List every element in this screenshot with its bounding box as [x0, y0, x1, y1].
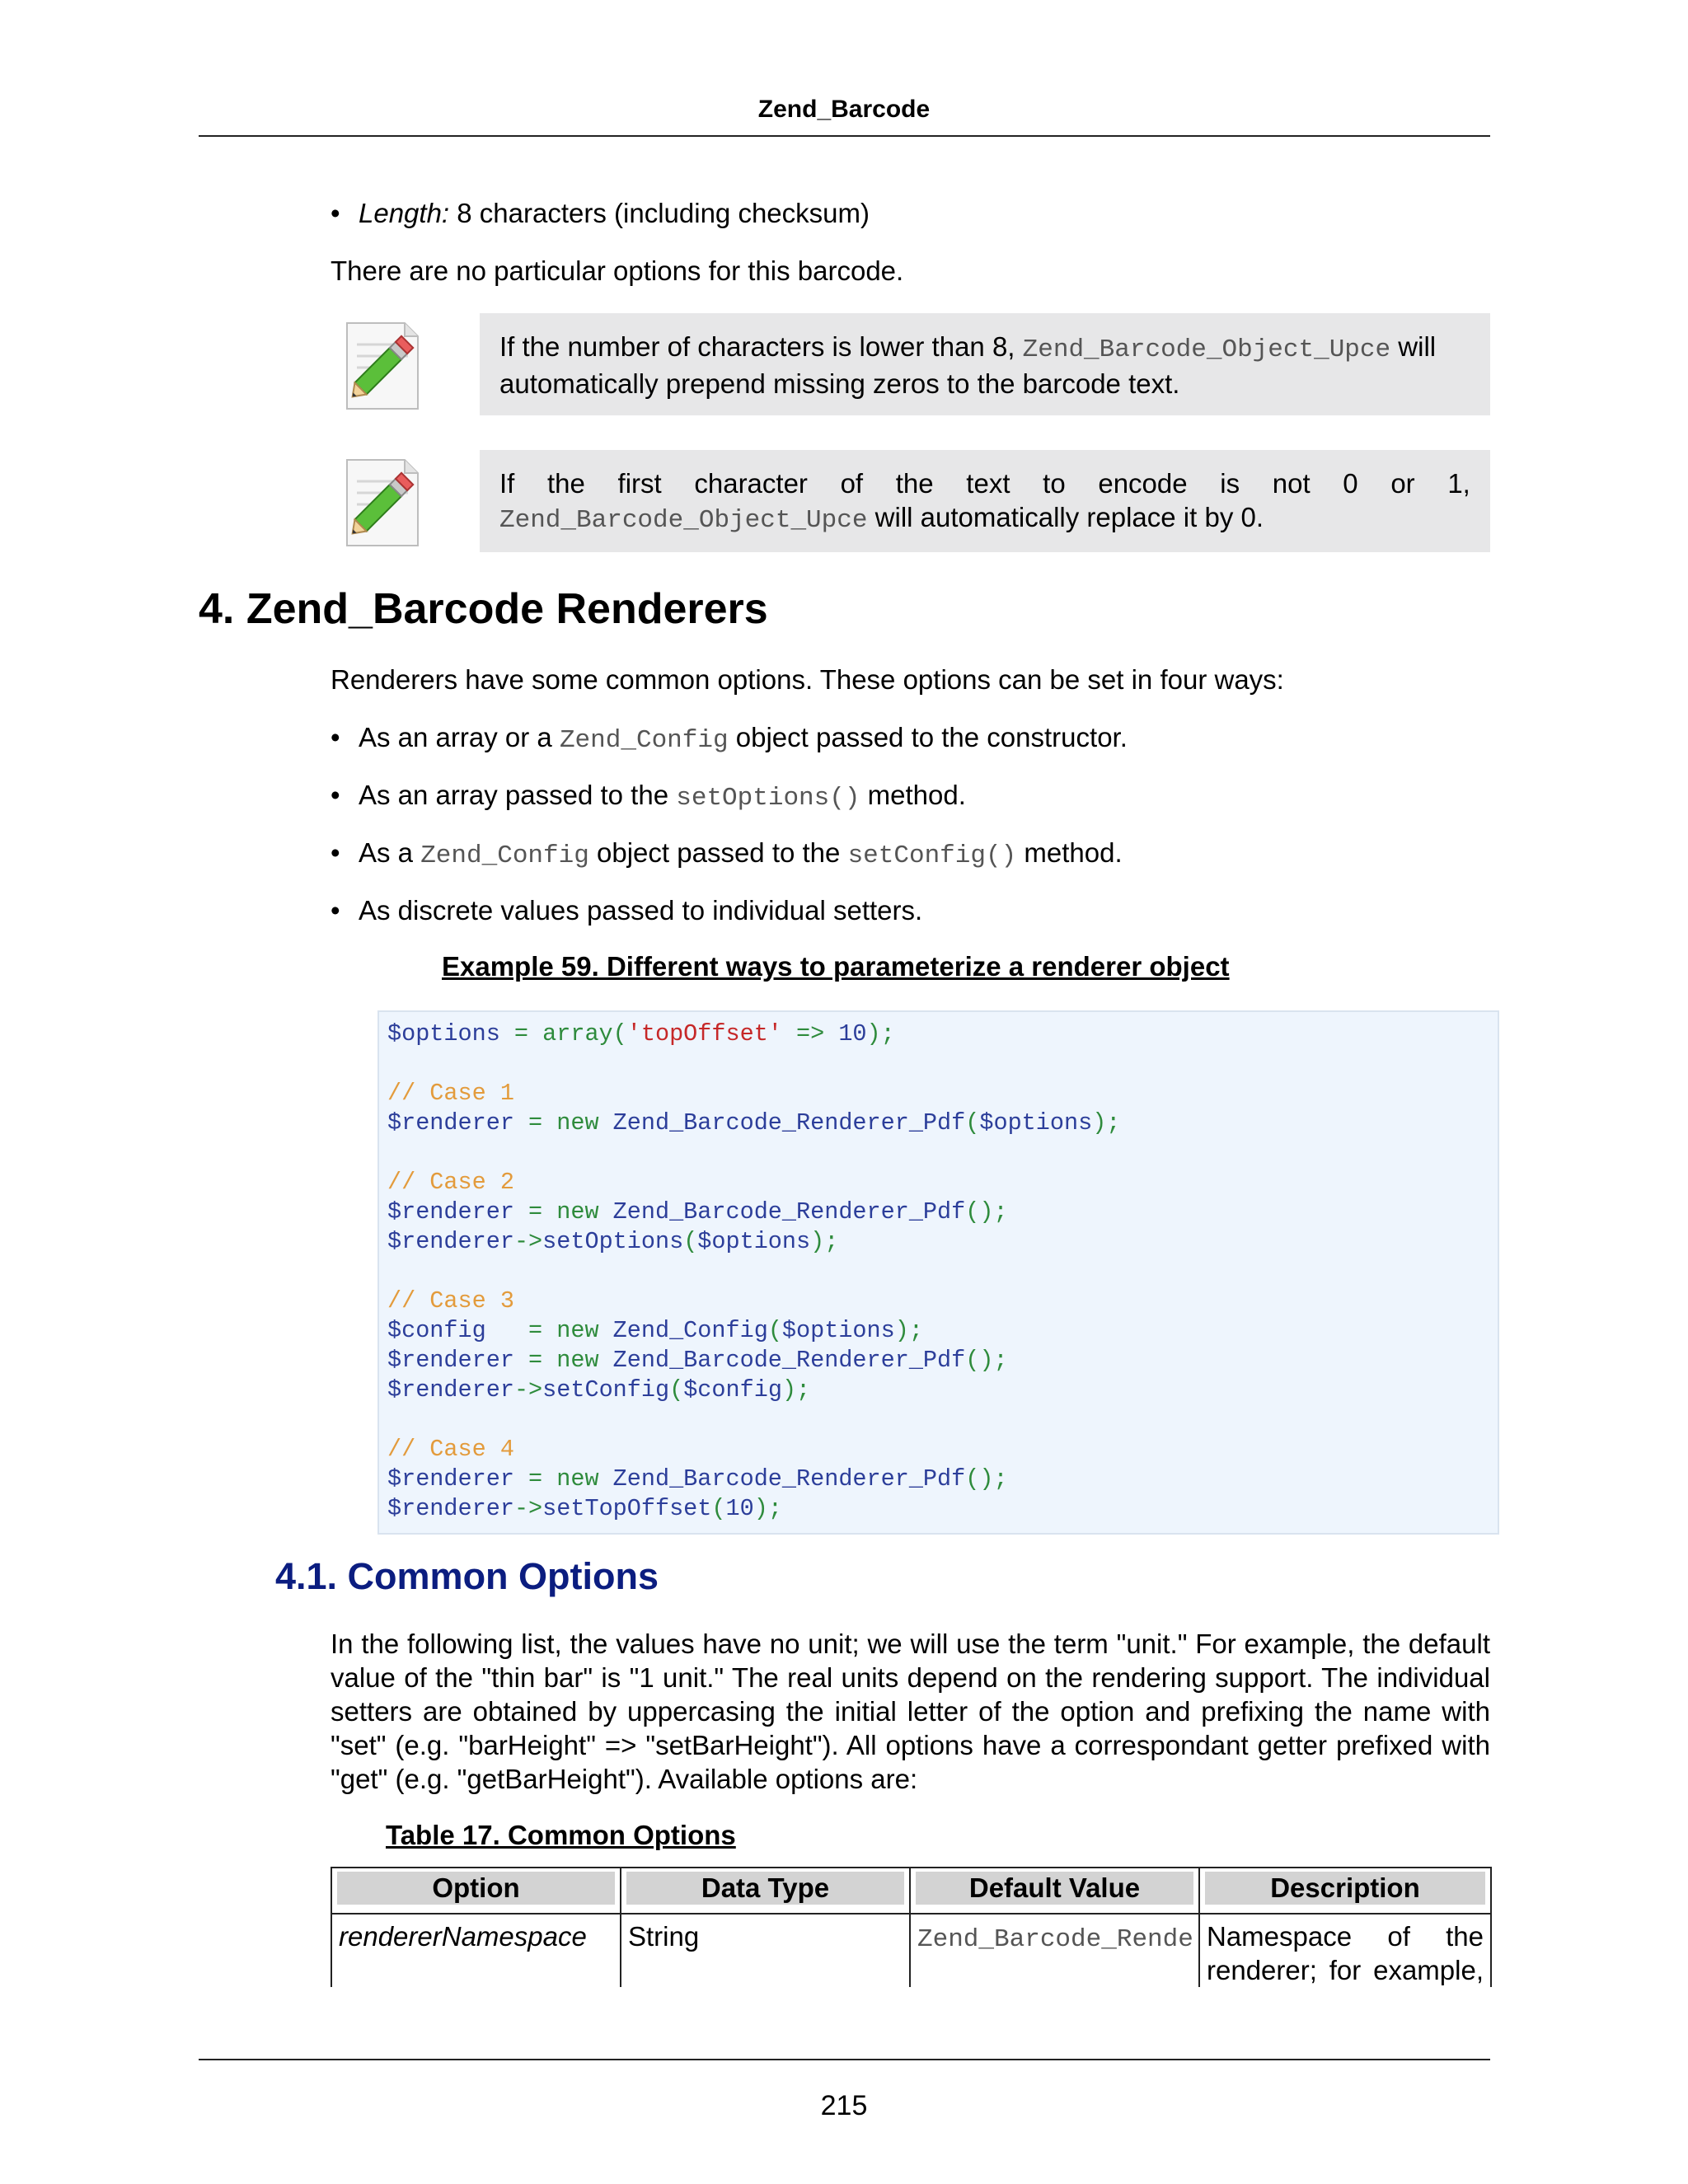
token: (	[711, 1495, 726, 1522]
paragraph-line: "set" (e.g. "barHeight" => "setBarHeight"). All options have a correspondant getter prefixed with	[331, 1730, 1490, 1760]
column-header-data-type	[621, 1868, 910, 1914]
token: Zend_Barcode_Renderer_Pdf	[612, 1198, 966, 1226]
section-heading: 4. Zend_Barcode Renderers	[199, 585, 768, 633]
code-blank-line	[387, 1405, 1489, 1435]
word: the	[547, 468, 585, 499]
token: array	[542, 1020, 613, 1047]
code-line	[387, 1376, 1489, 1405]
common-options-table	[331, 1867, 1492, 1987]
token: =	[513, 1347, 557, 1374]
token: =	[513, 1465, 557, 1493]
token: $renderer	[387, 1465, 514, 1493]
token: setConfig	[542, 1376, 670, 1404]
note-line: automatically prepend missing zeros to the barcode text.	[499, 368, 1180, 399]
paragraph-line: "get" (e.g. "getBarHeight"). Available options are:	[331, 1764, 918, 1794]
word: of	[840, 468, 864, 499]
word: the	[895, 468, 934, 499]
word: 0	[1343, 468, 1358, 499]
header-label: Default Value	[916, 1872, 1193, 1905]
table-title: Table 17. Common Options	[386, 1820, 736, 1850]
code-line	[387, 1197, 1489, 1227]
column-header-default-value	[910, 1868, 1199, 1914]
note-line	[499, 500, 1470, 537]
no-options-paragraph: There are no particular options for this barcode.	[331, 255, 904, 286]
token: $options	[979, 1109, 1093, 1137]
code-line	[387, 1108, 1489, 1138]
word: to	[1043, 468, 1066, 499]
token: $renderer	[387, 1109, 514, 1137]
word: not	[1272, 468, 1311, 499]
running-header: Zend_Barcode	[757, 96, 931, 123]
paragraph-line: value of the "thin bar" is "1 unit." The real units depend on the rendering support. The individual	[331, 1662, 1490, 1693]
token: new	[556, 1317, 613, 1344]
subsection-heading: 4.1. Common Options	[275, 1555, 659, 1597]
token: 10	[838, 1020, 867, 1047]
token: $renderer	[387, 1495, 514, 1522]
table-row	[331, 1914, 1491, 1987]
column-header-description	[1199, 1868, 1491, 1914]
length-bullet	[331, 196, 1493, 230]
inline-code: Zend_Config	[420, 841, 589, 870]
word: encode	[1098, 468, 1188, 499]
footer-rule	[199, 2059, 1490, 2060]
option-name: rendererNamespace	[339, 1921, 587, 1952]
token: Zend_Config	[612, 1317, 768, 1344]
header-label: Description	[1205, 1872, 1485, 1905]
token: $options	[697, 1228, 811, 1255]
note-box-first-char	[480, 450, 1490, 552]
paragraph-line: setters are obtained by uppercasing the initial letter of the option and prefixing the name with	[331, 1696, 1490, 1727]
word: is	[1220, 468, 1240, 499]
description-line: renderer; for example,	[1207, 1955, 1484, 1985]
token: (	[683, 1228, 698, 1255]
note-text: will	[1390, 331, 1437, 362]
renderers-intro: Renderers have some common options. These options can be set in four ways:	[331, 664, 1284, 695]
example-title: Example 59. Different ways to parameterize a renderer object	[442, 951, 1230, 982]
token: ->	[513, 1376, 543, 1404]
token: $renderer	[387, 1347, 514, 1374]
token: $renderer	[387, 1198, 514, 1226]
token: (	[965, 1109, 980, 1137]
token: =	[485, 1317, 557, 1344]
default-cell	[910, 1914, 1199, 1987]
pencil-note-icon	[339, 455, 424, 551]
type-cell: String	[621, 1914, 910, 1987]
bullet-text: object passed to the constructor.	[728, 722, 1128, 752]
code-line	[387, 1316, 1489, 1346]
token: );	[1092, 1109, 1121, 1137]
class-name-code: Zend_Barcode_Object_Upce	[499, 506, 868, 535]
token: ->	[513, 1228, 543, 1255]
token: 'topOffset'	[626, 1020, 782, 1047]
code-comment: // Case 1	[387, 1080, 514, 1107]
token: setOptions	[542, 1228, 684, 1255]
bullet-text: As discrete values passed to individual setters.	[359, 895, 923, 926]
bullet-text: method.	[860, 780, 966, 810]
code-line	[387, 1346, 1489, 1376]
token: $options	[781, 1317, 895, 1344]
bullet-text: As an array or a	[359, 722, 560, 752]
token: new	[556, 1347, 613, 1374]
code-example	[377, 1010, 1499, 1535]
token: $config	[683, 1376, 782, 1404]
note-text: If the number of characters is lower than 8,	[499, 331, 1023, 362]
word: first	[617, 468, 662, 499]
token: ();	[965, 1347, 1008, 1374]
bullet-mark: •	[331, 198, 340, 228]
code-line	[387, 1494, 1489, 1524]
word: character	[694, 468, 808, 499]
page-number: 215	[820, 2090, 868, 2121]
bullet-item	[331, 836, 1493, 873]
table-header-row	[331, 1868, 1491, 1914]
word: or	[1390, 468, 1415, 499]
pencil-note-icon	[339, 318, 424, 414]
code-line	[387, 1227, 1489, 1257]
token: new	[556, 1465, 613, 1493]
token: $options	[387, 1020, 500, 1047]
header-rule	[199, 135, 1490, 137]
column-header-option	[331, 1868, 621, 1914]
bullet-text: As a	[359, 837, 421, 868]
token: );	[810, 1228, 839, 1255]
bullet-text: As an array passed to the	[359, 780, 677, 810]
token: ();	[965, 1465, 1008, 1493]
token: ->	[513, 1495, 543, 1522]
bullet-item	[331, 893, 1493, 927]
header-label: Option	[337, 1872, 615, 1905]
code-blank-line	[387, 1138, 1489, 1168]
token: );	[894, 1317, 923, 1344]
word: If	[499, 468, 515, 499]
token: setTopOffset	[542, 1495, 712, 1522]
code-blank-line	[387, 1049, 1489, 1079]
bullet-mark: •	[331, 895, 340, 926]
bullet-text: object passed to the	[588, 837, 848, 868]
code-comment: // Case 2	[387, 1169, 514, 1196]
word: text	[966, 468, 1010, 499]
token: =	[513, 1198, 557, 1226]
description-cell	[1199, 1914, 1491, 1987]
token: );	[866, 1020, 895, 1047]
token: );	[781, 1376, 811, 1404]
token: (	[612, 1020, 627, 1047]
code-blank-line	[387, 1257, 1489, 1286]
token: Zend_Barcode_Renderer_Pdf	[612, 1109, 966, 1137]
bullet-mark: •	[331, 722, 340, 752]
token: 10	[725, 1495, 754, 1522]
bullet-item	[331, 778, 1493, 815]
note-line	[499, 330, 1470, 367]
inline-code: setOptions()	[676, 784, 860, 813]
token: new	[556, 1109, 613, 1137]
word: 1,	[1447, 468, 1470, 499]
common-options-paragraph	[331, 1627, 1490, 1796]
bullet-mark: •	[331, 780, 340, 810]
token: ();	[965, 1198, 1008, 1226]
code-line	[387, 1465, 1489, 1494]
token: =	[499, 1020, 543, 1047]
class-name-code: Zend_Barcode_Object_Upce	[1022, 335, 1391, 364]
bullet-item	[331, 720, 1493, 757]
token: );	[753, 1495, 782, 1522]
token: $config	[387, 1317, 486, 1344]
code-comment: // Case 3	[387, 1287, 514, 1315]
token: (	[767, 1317, 782, 1344]
note-justified-line	[499, 466, 1470, 500]
length-label: Length:	[359, 198, 450, 228]
description-line: Namespace of the	[1207, 1921, 1484, 1952]
bullet-text: method.	[1016, 837, 1123, 868]
token: =	[513, 1109, 557, 1137]
token: new	[556, 1198, 613, 1226]
token: $renderer	[387, 1376, 514, 1404]
length-text: 8 characters (including checksum)	[449, 198, 870, 228]
token: (	[669, 1376, 684, 1404]
default-value-code: Zend_Barcode_Rende	[917, 1925, 1193, 1954]
inline-code: Zend_Config	[559, 726, 729, 755]
paragraph-line: In the following list, the values have no unit; we will use the term "unit." For example, the default	[331, 1629, 1490, 1659]
inline-code: setConfig()	[847, 841, 1017, 870]
code-comment: // Case 4	[387, 1436, 514, 1463]
option-cell	[331, 1914, 621, 1987]
code-line	[387, 1019, 1489, 1049]
header-label: Data Type	[626, 1872, 904, 1905]
token: =>	[781, 1020, 839, 1047]
note-box-zero-padding	[480, 313, 1490, 415]
token: Zend_Barcode_Renderer_Pdf	[612, 1347, 966, 1374]
bullet-mark: •	[331, 837, 340, 868]
token: $renderer	[387, 1228, 514, 1255]
note-text: will automatically replace it by 0.	[867, 502, 1264, 532]
token: Zend_Barcode_Renderer_Pdf	[612, 1465, 966, 1493]
